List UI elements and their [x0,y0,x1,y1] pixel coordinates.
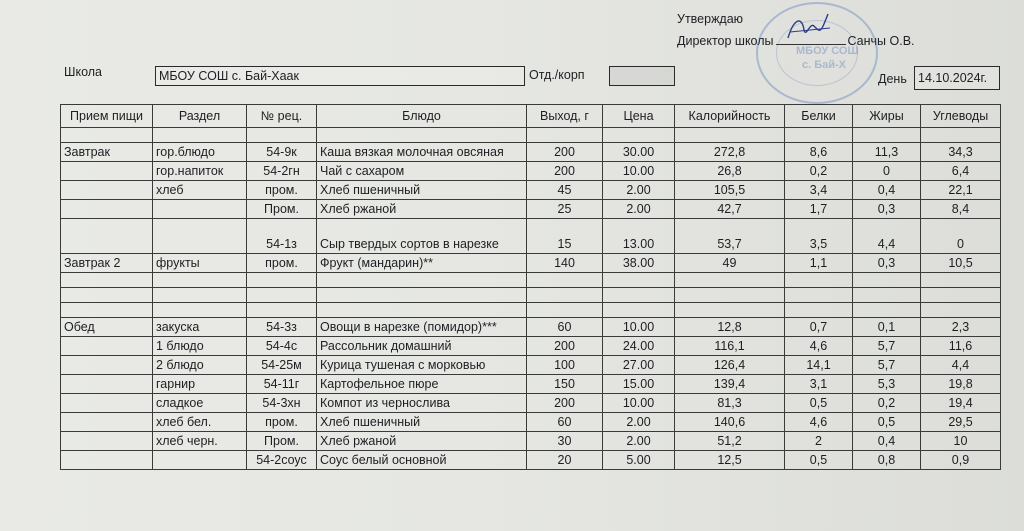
col-header: Калорийность [675,105,785,128]
cell-rec: Пром. [247,432,317,451]
cell-fat: 0,1 [853,318,921,337]
cell-rec: 54-3хн [247,394,317,413]
empty-cell [853,128,921,143]
cell-rec: 54-2гн [247,162,317,181]
cell-yield: 60 [527,318,603,337]
empty-cell [785,128,853,143]
empty-cell [247,128,317,143]
table-row [61,375,1001,394]
table-row [61,356,1001,375]
cell-price: 13.00 [603,219,675,254]
cell-section: гарнир [153,375,247,394]
cell-section: сладкое [153,394,247,413]
cell-carb: 8,4 [921,200,1001,219]
cell-rec: пром. [247,413,317,432]
cell-meal [61,181,153,200]
col-header: Прием пищи [61,105,153,128]
table-row [61,394,1001,413]
cell-fat: 0,5 [853,413,921,432]
cell-meal [61,451,153,470]
cell-rec: пром. [247,254,317,273]
cell-cal: 12,5 [675,451,785,470]
cell-carb: 4,4 [921,356,1001,375]
cell-yield: 30 [527,432,603,451]
empty-cell [675,288,785,303]
cell-yield: 15 [527,219,603,254]
cell-yield: 150 [527,375,603,394]
cell-section: фрукты [153,254,247,273]
cell-carb: 34,3 [921,143,1001,162]
cell-dish: Курица тушеная с морковью [317,356,527,375]
empty-cell [785,273,853,288]
cell-protein: 3,4 [785,181,853,200]
cell-carb: 29,5 [921,413,1001,432]
cell-cal: 126,4 [675,356,785,375]
cell-fat: 11,3 [853,143,921,162]
cell-yield: 45 [527,181,603,200]
cell-carb: 10,5 [921,254,1001,273]
cell-protein: 0,7 [785,318,853,337]
empty-cell [853,273,921,288]
signature-mark [780,8,840,48]
cell-dish: Компот из чернослива [317,394,527,413]
empty-cell [921,303,1001,318]
cell-dish: Картофельное пюре [317,375,527,394]
empty-cell [317,288,527,303]
cell-fat: 0,8 [853,451,921,470]
empty-cell [921,288,1001,303]
cell-meal [61,375,153,394]
cell-cal: 53,7 [675,219,785,254]
table-header-row [61,105,1001,128]
cell-fat: 0,3 [853,254,921,273]
empty-cell [675,128,785,143]
empty-cell [153,273,247,288]
cell-section: хлеб черн. [153,432,247,451]
empty-cell [785,303,853,318]
cell-meal [61,337,153,356]
svg-text:с. Бай-Х: с. Бай-Х [802,59,847,71]
menu-table-body [61,128,1001,470]
cell-price: 10.00 [603,318,675,337]
empty-cell [603,128,675,143]
cell-fat: 0,4 [853,181,921,200]
director-label: Директор школы [677,34,774,48]
cell-meal [61,413,153,432]
cell-protein: 8,6 [785,143,853,162]
cell-fat: 4,4 [853,219,921,254]
table-row [61,162,1001,181]
cell-price: 38.00 [603,254,675,273]
table-row [61,451,1001,470]
cell-section: 1 блюдо [153,337,247,356]
cell-cal: 105,5 [675,181,785,200]
cell-dish: Соус белый основной [317,451,527,470]
cell-section [153,219,247,254]
cell-yield: 200 [527,162,603,181]
empty-cell [921,273,1001,288]
empty-cell [921,128,1001,143]
cell-carb: 2,3 [921,318,1001,337]
cell-price: 5.00 [603,451,675,470]
empty-cell [247,288,317,303]
cell-carb: 11,6 [921,337,1001,356]
cell-yield: 60 [527,413,603,432]
empty-cell [603,273,675,288]
cell-protein: 1,1 [785,254,853,273]
cell-price: 24.00 [603,337,675,356]
cell-meal [61,394,153,413]
cell-protein: 3,5 [785,219,853,254]
cell-meal: Завтрак 2 [61,254,153,273]
cell-meal [61,356,153,375]
cell-cal: 26,8 [675,162,785,181]
empty-cell [853,303,921,318]
school-name-field: МБОУ СОШ с. Бай-Хаак [155,66,525,86]
table-row [61,219,1001,254]
cell-carb: 6,4 [921,162,1001,181]
cell-protein: 0,5 [785,451,853,470]
empty-cell [153,303,247,318]
cell-cal: 272,8 [675,143,785,162]
cell-fat: 5,7 [853,337,921,356]
cell-fat: 5,3 [853,375,921,394]
cell-carb: 10 [921,432,1001,451]
empty-cell [853,288,921,303]
cell-fat: 5,7 [853,356,921,375]
empty-cell [317,303,527,318]
empty-cell [527,288,603,303]
cell-meal [61,432,153,451]
cell-yield: 200 [527,337,603,356]
cell-fat: 0 [853,162,921,181]
cell-price: 2.00 [603,181,675,200]
empty-cell [527,303,603,318]
col-header: Цена [603,105,675,128]
cell-yield: 200 [527,143,603,162]
empty-cell [603,288,675,303]
cell-yield: 100 [527,356,603,375]
date-field: 14.10.2024г. [914,66,1000,90]
col-header: Углеводы [921,105,1001,128]
col-header: № рец. [247,105,317,128]
cell-rec: 54-3з [247,318,317,337]
cell-cal: 51,2 [675,432,785,451]
cell-dish: Хлеб пшеничный [317,181,527,200]
empty-row [61,303,1001,318]
cell-section: хлеб [153,181,247,200]
cell-section [153,451,247,470]
cell-protein: 1,7 [785,200,853,219]
cell-fat: 0,3 [853,200,921,219]
cell-dish: Чай с сахаром [317,162,527,181]
school-label: Школа [64,65,102,79]
cell-yield: 200 [527,394,603,413]
col-header: Раздел [153,105,247,128]
cell-yield: 20 [527,451,603,470]
cell-carb: 0 [921,219,1001,254]
table-row [61,318,1001,337]
col-header: Жиры [853,105,921,128]
svg-text:МБОУ СОШ: МБОУ СОШ [796,45,859,57]
cell-protein: 3,1 [785,375,853,394]
cell-cal: 81,3 [675,394,785,413]
cell-protein: 4,6 [785,413,853,432]
empty-cell [247,273,317,288]
table-row [61,337,1001,356]
cell-dish: Фрукт (мандарин)** [317,254,527,273]
cell-fat: 0,2 [853,394,921,413]
cell-yield: 25 [527,200,603,219]
cell-dish: Хлеб ржаной [317,200,527,219]
empty-cell [527,128,603,143]
empty-cell [61,303,153,318]
cell-rec: 54-11г [247,375,317,394]
cell-protein: 14,1 [785,356,853,375]
cell-protein: 2 [785,432,853,451]
empty-row [61,288,1001,303]
empty-cell [317,128,527,143]
dept-field [609,66,675,86]
col-header: Выход, г [527,105,603,128]
cell-meal [61,200,153,219]
approve-label: Утверждаю [677,12,744,26]
table-row [61,143,1001,162]
empty-cell [61,273,153,288]
cell-cal: 42,7 [675,200,785,219]
empty-cell [603,303,675,318]
cell-rec: 54-25м [247,356,317,375]
cell-price: 2.00 [603,432,675,451]
empty-cell [675,273,785,288]
cell-cal: 12,8 [675,318,785,337]
table-row [61,254,1001,273]
cell-meal: Обед [61,318,153,337]
cell-cal: 116,1 [675,337,785,356]
cell-rec: 54-4с [247,337,317,356]
cell-protein: 0,2 [785,162,853,181]
cell-meal [61,219,153,254]
cell-cal: 140,6 [675,413,785,432]
col-header: Белки [785,105,853,128]
cell-cal: 139,4 [675,375,785,394]
table-row [61,200,1001,219]
cell-section: закуска [153,318,247,337]
cell-carb: 22,1 [921,181,1001,200]
cell-price: 27.00 [603,356,675,375]
cell-rec: 54-2соус [247,451,317,470]
table-row [61,432,1001,451]
cell-section [153,200,247,219]
cell-fat: 0,4 [853,432,921,451]
empty-cell [61,128,153,143]
cell-carb: 0,9 [921,451,1001,470]
cell-yield: 140 [527,254,603,273]
day-label: День [878,72,907,86]
cell-section: гор.блюдо [153,143,247,162]
cell-protein: 0,5 [785,394,853,413]
cell-meal: Завтрак [61,143,153,162]
cell-rec: 54-9к [247,143,317,162]
col-header: Блюдо [317,105,527,128]
cell-price: 10.00 [603,394,675,413]
cell-carb: 19,8 [921,375,1001,394]
cell-price: 10.00 [603,162,675,181]
cell-carb: 19,4 [921,394,1001,413]
cell-price: 2.00 [603,413,675,432]
cell-meal [61,162,153,181]
cell-dish: Сыр твердых сортов в нарезке [317,219,527,254]
empty-cell [785,288,853,303]
empty-cell [153,128,247,143]
table-row [61,413,1001,432]
cell-section: гор.напиток [153,162,247,181]
cell-rec: Пром. [247,200,317,219]
cell-price: 15.00 [603,375,675,394]
cell-dish: Хлеб пшеничный [317,413,527,432]
empty-cell [153,288,247,303]
empty-cell [317,273,527,288]
dept-label: Отд./корп [529,68,585,82]
cell-rec: пром. [247,181,317,200]
director-name: Санчы О.В. [847,34,915,48]
empty-row [61,273,1001,288]
cell-protein: 4,6 [785,337,853,356]
cell-price: 2.00 [603,200,675,219]
menu-table [60,104,1001,470]
cell-dish: Рассольник домашний [317,337,527,356]
cell-dish: Каша вязкая молочная овсяная [317,143,527,162]
table-row [61,181,1001,200]
cell-rec: 54-1з [247,219,317,254]
cell-section: 2 блюдо [153,356,247,375]
empty-cell [675,303,785,318]
cell-section: хлеб бел. [153,413,247,432]
empty-cell [247,303,317,318]
empty-cell [61,288,153,303]
cell-dish: Овощи в нарезке (помидор)*** [317,318,527,337]
cell-price: 30.00 [603,143,675,162]
cell-dish: Хлеб ржаной [317,432,527,451]
cell-cal: 49 [675,254,785,273]
empty-row [61,128,1001,143]
empty-cell [527,273,603,288]
